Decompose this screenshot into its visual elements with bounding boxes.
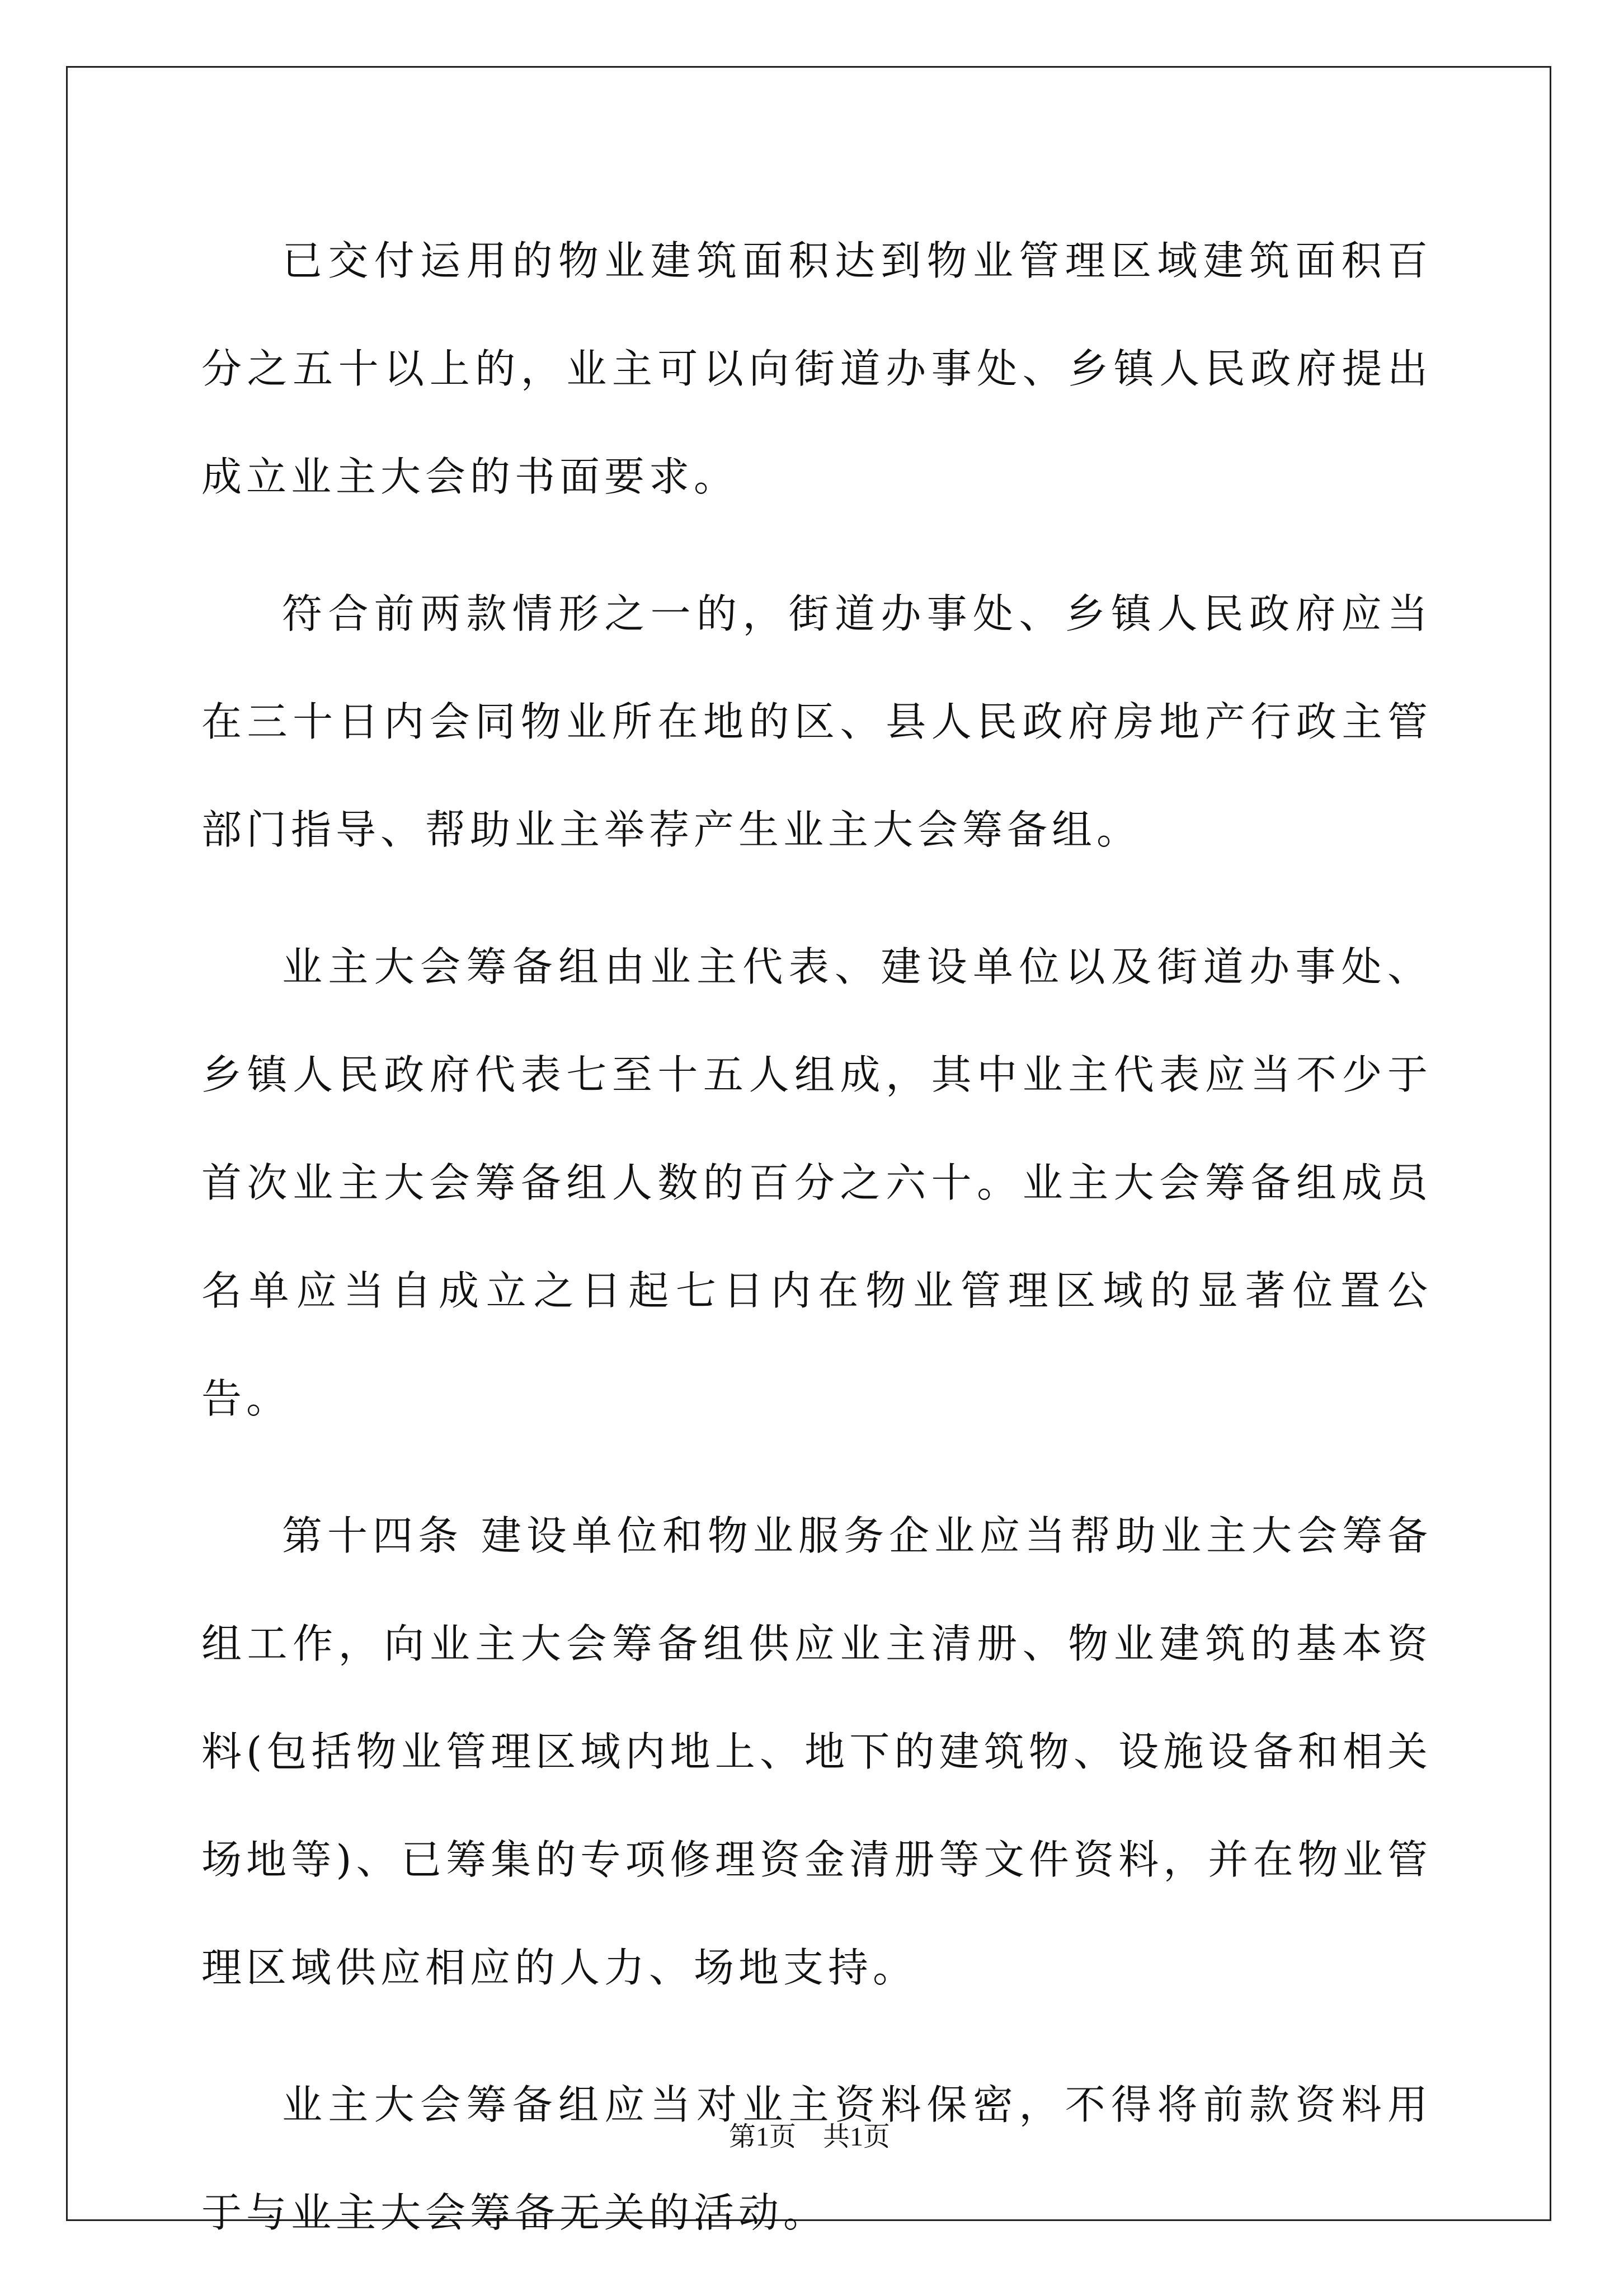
paragraph: 第十四条 建设单位和物业服务企业应当帮助业主大会筹备组工作，向业主大会筹备组供应业主清册、物业建筑的基本资料(包括物业管理区域内地上、地下的建筑物、设施设备和相关场地等)、已筹集的专项修理资金清册等文件资料，并在物业管理区域供应相应的人力、场地支持。 <box>201 1512 1432 1991</box>
page-footer <box>0 2120 1619 2154</box>
paragraph: 业主大会筹备组由业主代表、建设单位以及街道办事处、乡镇人民政府代表七至十五人组成，其中业主代表应当不少于首次业主大会筹备组人数的百分之六十。业主大会筹备组成员名单应当自成立之日起七日内在物业管理区域的显著位置公告。 <box>201 943 1432 1422</box>
paragraph: 业主大会筹备组应当对业主资料保密，不得将前款资料用于与业主大会筹备无关的活动。 <box>201 2081 1432 2236</box>
document-body <box>201 207 1432 2296</box>
paragraph: 符合前两款情形之一的，街道办事处、乡镇人民政府应当在三十日内会同物业所在地的区、县人民政府房地产行政主管部门指导、帮助业主举荐产生业主大会筹备组。 <box>201 590 1432 853</box>
page-number-label: 第1页 共1页 <box>728 2122 890 2152</box>
paragraph: 已交付运用的物业建筑面积达到物业管理区域建筑面积百分之五十以上的，业主可以向街道办事处、乡镇人民政府提出成立业主大会的书面要求。 <box>201 237 1432 500</box>
